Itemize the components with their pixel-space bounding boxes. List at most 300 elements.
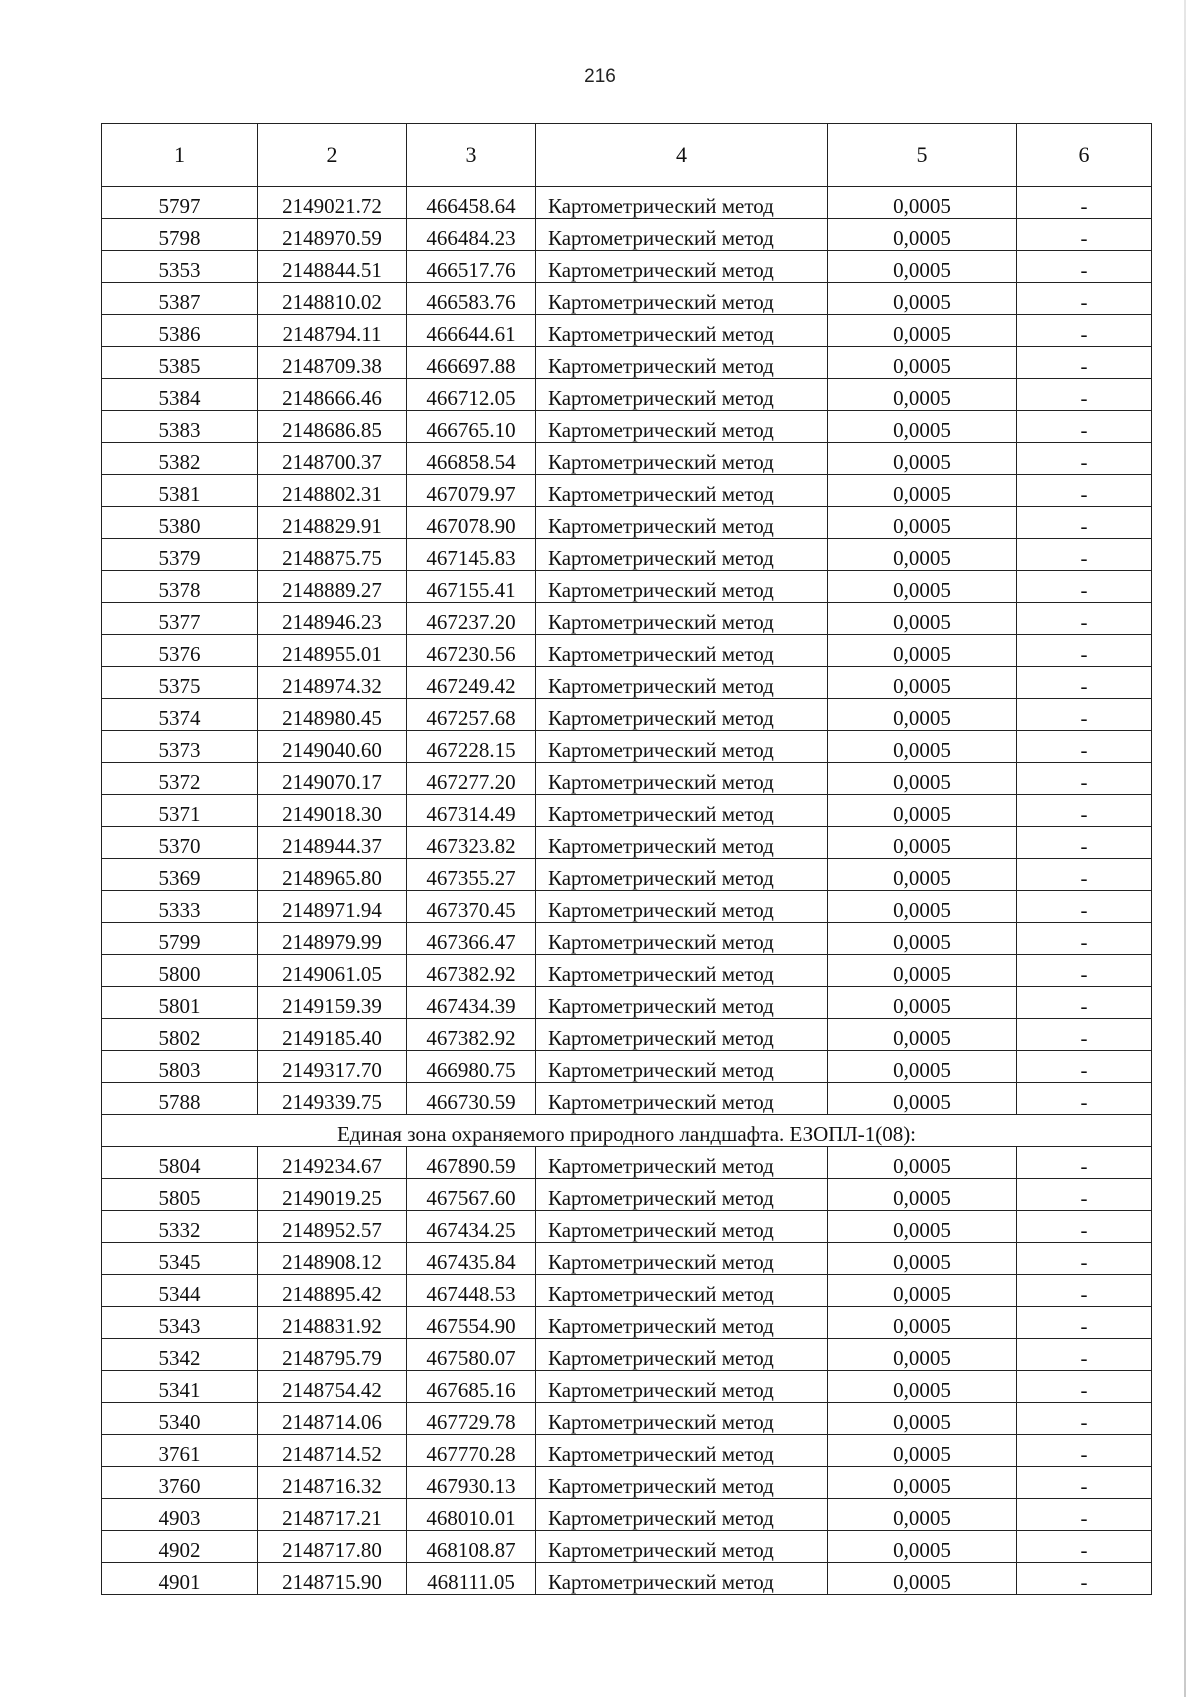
section-title-row [102, 1115, 1152, 1147]
point-number-cell: 5345 [102, 1243, 258, 1275]
table-row [102, 795, 1152, 827]
coordinate-x-cell: 2148831.92 [258, 1307, 407, 1339]
table-row [102, 187, 1152, 219]
coordinate-y-cell: 467729.78 [407, 1403, 536, 1435]
table-row [102, 1467, 1152, 1499]
method-cell: Картометрический метод [536, 283, 828, 315]
accuracy-cell: 0,0005 [828, 827, 1017, 859]
table-row [102, 379, 1152, 411]
table-row [102, 411, 1152, 443]
note-cell: - [1017, 1531, 1152, 1563]
point-number-cell: 5382 [102, 443, 258, 475]
table-header [102, 124, 1152, 187]
accuracy-cell: 0,0005 [828, 699, 1017, 731]
coordinate-y-cell: 467078.90 [407, 507, 536, 539]
method-cell: Картометрический метод [536, 955, 828, 987]
coordinate-y-cell: 466765.10 [407, 411, 536, 443]
coordinate-x-cell: 2148686.85 [258, 411, 407, 443]
note-cell: - [1017, 1307, 1152, 1339]
note-cell: - [1017, 347, 1152, 379]
coordinate-x-cell: 2148666.46 [258, 379, 407, 411]
method-cell: Картометрический метод [536, 571, 828, 603]
point-number-cell: 5344 [102, 1275, 258, 1307]
table-row [102, 1435, 1152, 1467]
method-cell: Картометрический метод [536, 1051, 828, 1083]
point-number-cell: 5373 [102, 731, 258, 763]
point-number-cell: 5799 [102, 923, 258, 955]
note-cell: - [1017, 923, 1152, 955]
coordinate-x-cell: 2148980.45 [258, 699, 407, 731]
note-cell: - [1017, 891, 1152, 923]
method-cell: Картометрический метод [536, 1275, 828, 1307]
table-row [102, 283, 1152, 315]
coordinate-x-cell: 2148829.91 [258, 507, 407, 539]
coordinate-x-cell: 2148952.57 [258, 1211, 407, 1243]
coordinate-y-cell: 466858.54 [407, 443, 536, 475]
coordinate-y-cell: 467228.15 [407, 731, 536, 763]
column-header: 3 [407, 124, 536, 187]
coordinate-x-cell: 2149185.40 [258, 1019, 407, 1051]
point-number-cell: 5374 [102, 699, 258, 731]
coordinate-x-cell: 2149040.60 [258, 731, 407, 763]
coordinate-x-cell: 2148717.21 [258, 1499, 407, 1531]
method-cell: Картометрический метод [536, 1467, 828, 1499]
method-cell: Картометрический метод [536, 1083, 828, 1115]
accuracy-cell: 0,0005 [828, 1499, 1017, 1531]
coordinate-y-cell: 468108.87 [407, 1531, 536, 1563]
note-cell: - [1017, 219, 1152, 251]
method-cell: Картометрический метод [536, 891, 828, 923]
coordinate-y-cell: 467435.84 [407, 1243, 536, 1275]
point-number-cell: 5372 [102, 763, 258, 795]
method-cell: Картометрический метод [536, 635, 828, 667]
method-cell: Картометрический метод [536, 1435, 828, 1467]
coordinate-y-cell: 467685.16 [407, 1371, 536, 1403]
method-cell: Картометрический метод [536, 507, 828, 539]
method-cell: Картометрический метод [536, 859, 828, 891]
coordinate-x-cell: 2148802.31 [258, 475, 407, 507]
note-cell: - [1017, 1275, 1152, 1307]
coordinate-x-cell: 2149061.05 [258, 955, 407, 987]
coordinate-x-cell: 2149018.30 [258, 795, 407, 827]
note-cell: - [1017, 251, 1152, 283]
coordinate-x-cell: 2148714.06 [258, 1403, 407, 1435]
table-row [102, 603, 1152, 635]
header-row [102, 124, 1152, 187]
coordinate-y-cell: 466697.88 [407, 347, 536, 379]
method-cell: Картометрический метод [536, 1563, 828, 1595]
accuracy-cell: 0,0005 [828, 1467, 1017, 1499]
table-row [102, 347, 1152, 379]
table-row [102, 219, 1152, 251]
method-cell: Картометрический метод [536, 1339, 828, 1371]
table-body [102, 187, 1152, 1595]
accuracy-cell: 0,0005 [828, 219, 1017, 251]
coordinate-x-cell: 2148795.79 [258, 1339, 407, 1371]
method-cell: Картометрический метод [536, 923, 828, 955]
coordinate-y-cell: 468010.01 [407, 1499, 536, 1531]
table-row [102, 635, 1152, 667]
column-header: 5 [828, 124, 1017, 187]
section-title: Единая зона охраняемого природного ландшафта. ЕЗОПЛ-1(08): [102, 1115, 1152, 1147]
table-row [102, 1339, 1152, 1371]
note-cell: - [1017, 283, 1152, 315]
accuracy-cell: 0,0005 [828, 539, 1017, 571]
coordinate-y-cell: 467448.53 [407, 1275, 536, 1307]
point-number-cell: 5369 [102, 859, 258, 891]
coordinate-y-cell: 467323.82 [407, 827, 536, 859]
note-cell: - [1017, 955, 1152, 987]
accuracy-cell: 0,0005 [828, 443, 1017, 475]
accuracy-cell: 0,0005 [828, 1083, 1017, 1115]
table-row [102, 1371, 1152, 1403]
accuracy-cell: 0,0005 [828, 411, 1017, 443]
accuracy-cell: 0,0005 [828, 1563, 1017, 1595]
table-row [102, 539, 1152, 571]
note-cell: - [1017, 1083, 1152, 1115]
note-cell: - [1017, 1499, 1152, 1531]
coordinate-y-cell: 467434.39 [407, 987, 536, 1019]
accuracy-cell: 0,0005 [828, 1531, 1017, 1563]
coordinate-x-cell: 2148974.32 [258, 667, 407, 699]
point-number-cell: 5384 [102, 379, 258, 411]
coordinate-y-cell: 466484.23 [407, 219, 536, 251]
coordinate-y-cell: 467366.47 [407, 923, 536, 955]
coordinate-x-cell: 2149234.67 [258, 1147, 407, 1179]
accuracy-cell: 0,0005 [828, 1243, 1017, 1275]
method-cell: Картометрический метод [536, 1147, 828, 1179]
coordinate-x-cell: 2148889.27 [258, 571, 407, 603]
accuracy-cell: 0,0005 [828, 923, 1017, 955]
accuracy-cell: 0,0005 [828, 987, 1017, 1019]
method-cell: Картометрический метод [536, 315, 828, 347]
accuracy-cell: 0,0005 [828, 1211, 1017, 1243]
point-number-cell: 5381 [102, 475, 258, 507]
point-number-cell: 5804 [102, 1147, 258, 1179]
table-row [102, 859, 1152, 891]
note-cell: - [1017, 987, 1152, 1019]
accuracy-cell: 0,0005 [828, 251, 1017, 283]
table-row [102, 571, 1152, 603]
point-number-cell: 5353 [102, 251, 258, 283]
table-row [102, 1211, 1152, 1243]
point-number-cell: 5798 [102, 219, 258, 251]
table-row [102, 507, 1152, 539]
point-number-cell: 5386 [102, 315, 258, 347]
coordinate-x-cell: 2149159.39 [258, 987, 407, 1019]
accuracy-cell: 0,0005 [828, 1147, 1017, 1179]
point-number-cell: 5802 [102, 1019, 258, 1051]
coordinate-y-cell: 467930.13 [407, 1467, 536, 1499]
table-row [102, 475, 1152, 507]
table-row [102, 1243, 1152, 1275]
note-cell: - [1017, 1019, 1152, 1051]
coordinate-y-cell: 467382.92 [407, 1019, 536, 1051]
method-cell: Картометрический метод [536, 411, 828, 443]
table-row [102, 1147, 1152, 1179]
point-number-cell: 5343 [102, 1307, 258, 1339]
method-cell: Картометрический метод [536, 1403, 828, 1435]
method-cell: Картометрический метод [536, 1211, 828, 1243]
note-cell: - [1017, 507, 1152, 539]
point-number-cell: 5340 [102, 1403, 258, 1435]
note-cell: - [1017, 379, 1152, 411]
point-number-cell: 5385 [102, 347, 258, 379]
coordinate-x-cell: 2149021.72 [258, 187, 407, 219]
note-cell: - [1017, 795, 1152, 827]
accuracy-cell: 0,0005 [828, 795, 1017, 827]
coordinate-x-cell: 2148715.90 [258, 1563, 407, 1595]
point-number-cell: 5801 [102, 987, 258, 1019]
method-cell: Картометрический метод [536, 475, 828, 507]
note-cell: - [1017, 539, 1152, 571]
point-number-cell: 5333 [102, 891, 258, 923]
coordinate-y-cell: 466712.05 [407, 379, 536, 411]
coordinate-x-cell: 2148754.42 [258, 1371, 407, 1403]
coordinate-x-cell: 2148895.42 [258, 1275, 407, 1307]
method-cell: Картометрический метод [536, 699, 828, 731]
note-cell: - [1017, 635, 1152, 667]
method-cell: Картометрический метод [536, 827, 828, 859]
accuracy-cell: 0,0005 [828, 475, 1017, 507]
coordinate-x-cell: 2148714.52 [258, 1435, 407, 1467]
note-cell: - [1017, 1243, 1152, 1275]
note-cell: - [1017, 187, 1152, 219]
table-row [102, 763, 1152, 795]
accuracy-cell: 0,0005 [828, 859, 1017, 891]
coordinate-y-cell: 466517.76 [407, 251, 536, 283]
table-row [102, 987, 1152, 1019]
coordinate-x-cell: 2149019.25 [258, 1179, 407, 1211]
method-cell: Картометрический метод [536, 731, 828, 763]
coordinate-y-cell: 467580.07 [407, 1339, 536, 1371]
coordinate-y-cell: 467079.97 [407, 475, 536, 507]
point-number-cell: 4901 [102, 1563, 258, 1595]
method-cell: Картометрический метод [536, 347, 828, 379]
coordinate-y-cell: 467567.60 [407, 1179, 536, 1211]
coordinate-y-cell: 466980.75 [407, 1051, 536, 1083]
note-cell: - [1017, 827, 1152, 859]
note-cell: - [1017, 1211, 1152, 1243]
coordinate-x-cell: 2148965.80 [258, 859, 407, 891]
accuracy-cell: 0,0005 [828, 1371, 1017, 1403]
coordinate-x-cell: 2148844.51 [258, 251, 407, 283]
column-header: 1 [102, 124, 258, 187]
coordinate-x-cell: 2148970.59 [258, 219, 407, 251]
note-cell: - [1017, 411, 1152, 443]
table-row [102, 251, 1152, 283]
point-number-cell: 5371 [102, 795, 258, 827]
method-cell: Картометрический метод [536, 987, 828, 1019]
table-row [102, 1083, 1152, 1115]
point-number-cell: 5800 [102, 955, 258, 987]
scan-edge-line [1184, 0, 1186, 1697]
accuracy-cell: 0,0005 [828, 635, 1017, 667]
point-number-cell: 5797 [102, 187, 258, 219]
point-number-cell: 5387 [102, 283, 258, 315]
method-cell: Картометрический метод [536, 187, 828, 219]
coordinate-y-cell: 467155.41 [407, 571, 536, 603]
coordinate-y-cell: 467434.25 [407, 1211, 536, 1243]
method-cell: Картометрический метод [536, 539, 828, 571]
coordinate-x-cell: 2148908.12 [258, 1243, 407, 1275]
coordinate-x-cell: 2148716.32 [258, 1467, 407, 1499]
coordinate-y-cell: 466583.76 [407, 283, 536, 315]
method-cell: Картометрический метод [536, 603, 828, 635]
point-number-cell: 5341 [102, 1371, 258, 1403]
method-cell: Картометрический метод [536, 379, 828, 411]
method-cell: Картометрический метод [536, 1179, 828, 1211]
coordinate-y-cell: 466458.64 [407, 187, 536, 219]
point-number-cell: 3760 [102, 1467, 258, 1499]
note-cell: - [1017, 1051, 1152, 1083]
coordinate-x-cell: 2148955.01 [258, 635, 407, 667]
note-cell: - [1017, 1435, 1152, 1467]
accuracy-cell: 0,0005 [828, 283, 1017, 315]
method-cell: Картометрический метод [536, 1243, 828, 1275]
point-number-cell: 3761 [102, 1435, 258, 1467]
coordinate-y-cell: 467257.68 [407, 699, 536, 731]
method-cell: Картометрический метод [536, 443, 828, 475]
note-cell: - [1017, 1371, 1152, 1403]
coordinate-x-cell: 2149317.70 [258, 1051, 407, 1083]
table-row [102, 1179, 1152, 1211]
method-cell: Картометрический метод [536, 1019, 828, 1051]
table-row [102, 923, 1152, 955]
table-row [102, 1531, 1152, 1563]
coordinate-x-cell: 2148875.75 [258, 539, 407, 571]
coordinate-x-cell: 2148709.38 [258, 347, 407, 379]
coordinate-y-cell: 467277.20 [407, 763, 536, 795]
method-cell: Картометрический метод [536, 251, 828, 283]
note-cell: - [1017, 571, 1152, 603]
coordinates-table [101, 123, 1152, 1595]
method-cell: Картометрический метод [536, 1371, 828, 1403]
coordinate-x-cell: 2149070.17 [258, 763, 407, 795]
method-cell: Картометрический метод [536, 219, 828, 251]
table-row [102, 1563, 1152, 1595]
table-row [102, 1051, 1152, 1083]
coordinate-y-cell: 467355.27 [407, 859, 536, 891]
point-number-cell: 4902 [102, 1531, 258, 1563]
coordinate-x-cell: 2148971.94 [258, 891, 407, 923]
point-number-cell: 5376 [102, 635, 258, 667]
accuracy-cell: 0,0005 [828, 1179, 1017, 1211]
coordinate-y-cell: 467382.92 [407, 955, 536, 987]
point-number-cell: 5370 [102, 827, 258, 859]
table-row [102, 891, 1152, 923]
page-number: 216 [584, 66, 616, 87]
note-cell: - [1017, 859, 1152, 891]
coordinate-y-cell: 467554.90 [407, 1307, 536, 1339]
accuracy-cell: 0,0005 [828, 1051, 1017, 1083]
column-header: 2 [258, 124, 407, 187]
accuracy-cell: 0,0005 [828, 379, 1017, 411]
method-cell: Картометрический метод [536, 763, 828, 795]
coordinate-y-cell: 467770.28 [407, 1435, 536, 1467]
accuracy-cell: 0,0005 [828, 187, 1017, 219]
note-cell: - [1017, 315, 1152, 347]
table-row [102, 955, 1152, 987]
point-number-cell: 5803 [102, 1051, 258, 1083]
accuracy-cell: 0,0005 [828, 1275, 1017, 1307]
point-number-cell: 5332 [102, 1211, 258, 1243]
coordinate-x-cell: 2148979.99 [258, 923, 407, 955]
method-cell: Картометрический метод [536, 1307, 828, 1339]
note-cell: - [1017, 603, 1152, 635]
note-cell: - [1017, 443, 1152, 475]
point-number-cell: 5342 [102, 1339, 258, 1371]
accuracy-cell: 0,0005 [828, 1307, 1017, 1339]
coordinate-y-cell: 467145.83 [407, 539, 536, 571]
table-row [102, 315, 1152, 347]
coordinate-y-cell: 466730.59 [407, 1083, 536, 1115]
coordinate-y-cell: 468111.05 [407, 1563, 536, 1595]
point-number-cell: 5380 [102, 507, 258, 539]
note-cell: - [1017, 731, 1152, 763]
coordinate-x-cell: 2148794.11 [258, 315, 407, 347]
coordinate-x-cell: 2148944.37 [258, 827, 407, 859]
note-cell: - [1017, 475, 1152, 507]
point-number-cell: 5377 [102, 603, 258, 635]
accuracy-cell: 0,0005 [828, 731, 1017, 763]
method-cell: Картометрический метод [536, 795, 828, 827]
table-row [102, 699, 1152, 731]
coordinate-y-cell: 466644.61 [407, 315, 536, 347]
column-header: 4 [536, 124, 828, 187]
point-number-cell: 5378 [102, 571, 258, 603]
point-number-cell: 4903 [102, 1499, 258, 1531]
coordinate-x-cell: 2148717.80 [258, 1531, 407, 1563]
point-number-cell: 5383 [102, 411, 258, 443]
table-row [102, 1019, 1152, 1051]
coordinate-y-cell: 467314.49 [407, 795, 536, 827]
table-row [102, 1307, 1152, 1339]
note-cell: - [1017, 1179, 1152, 1211]
table-row [102, 1275, 1152, 1307]
point-number-cell: 5805 [102, 1179, 258, 1211]
coordinate-y-cell: 467237.20 [407, 603, 536, 635]
note-cell: - [1017, 699, 1152, 731]
accuracy-cell: 0,0005 [828, 315, 1017, 347]
method-cell: Картометрический метод [536, 1499, 828, 1531]
accuracy-cell: 0,0005 [828, 603, 1017, 635]
note-cell: - [1017, 1147, 1152, 1179]
coordinate-x-cell: 2148810.02 [258, 283, 407, 315]
note-cell: - [1017, 667, 1152, 699]
coordinate-x-cell: 2148700.37 [258, 443, 407, 475]
accuracy-cell: 0,0005 [828, 1019, 1017, 1051]
point-number-cell: 5379 [102, 539, 258, 571]
accuracy-cell: 0,0005 [828, 1435, 1017, 1467]
column-header: 6 [1017, 124, 1152, 187]
coordinate-y-cell: 467370.45 [407, 891, 536, 923]
accuracy-cell: 0,0005 [828, 1403, 1017, 1435]
note-cell: - [1017, 1403, 1152, 1435]
note-cell: - [1017, 763, 1152, 795]
table-row [102, 1403, 1152, 1435]
coordinate-x-cell: 2149339.75 [258, 1083, 407, 1115]
method-cell: Картометрический метод [536, 1531, 828, 1563]
coordinate-y-cell: 467890.59 [407, 1147, 536, 1179]
point-number-cell: 5788 [102, 1083, 258, 1115]
table-row [102, 1499, 1152, 1531]
accuracy-cell: 0,0005 [828, 1339, 1017, 1371]
accuracy-cell: 0,0005 [828, 891, 1017, 923]
method-cell: Картометрический метод [536, 667, 828, 699]
accuracy-cell: 0,0005 [828, 571, 1017, 603]
coordinate-y-cell: 467230.56 [407, 635, 536, 667]
